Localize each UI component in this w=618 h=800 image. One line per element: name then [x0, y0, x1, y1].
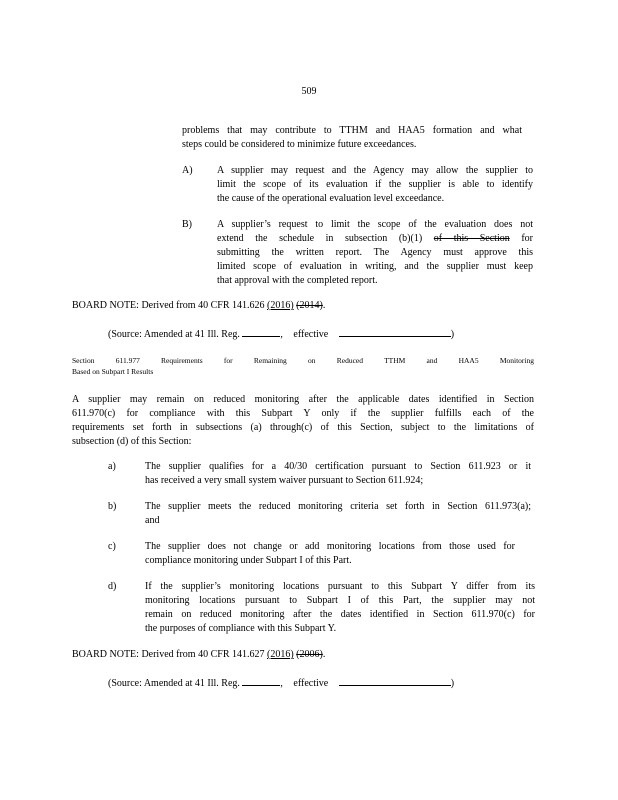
source-text: (Source: Amended at 41 Ill. Reg. [108, 678, 240, 689]
item-a-label: A) [182, 165, 193, 176]
list-item-a [145, 460, 531, 488]
intro-line: steps could be considered to minimize future exceedances. [182, 139, 417, 150]
list-item-line: the purposes of compliance with this Subpart Y. [145, 623, 337, 634]
intro-text [182, 124, 522, 152]
list-item-line: compliance monitoring under Subpart I of this Part. [145, 555, 352, 566]
source-close: ) [450, 678, 455, 689]
source-close: ) [450, 329, 455, 340]
list-item-c [145, 540, 515, 568]
register-blank [242, 326, 280, 337]
item-b-line: that approval with the completed report. [217, 275, 378, 286]
board-note-text: BOARD NOTE: Derived from 40 CFR 141.626 [72, 300, 265, 311]
deleted-text: (2006) [296, 649, 323, 660]
board-note-period: . [322, 300, 326, 311]
item-b-line2-end: for [521, 233, 534, 244]
list-item-line: has received a very small system waiver pursuant to Section 611.924; [145, 475, 424, 486]
list-item-a-label: a) [108, 461, 116, 472]
section-heading [72, 355, 534, 377]
list-item-line: The supplier qualifies for a 40/30 certification pursuant to Section 611.923 or it [145, 461, 531, 472]
body-line: subsection (d) of this Section: [72, 436, 192, 447]
list-item-b [145, 500, 531, 528]
item-b-line [217, 232, 533, 246]
source-comma: , [280, 329, 283, 340]
body-line: requirements set forth in subsections (a) through(c) of this Section, subject to the limitations of [72, 422, 534, 433]
effective-label: effective [293, 329, 329, 340]
item-b-line: submitting the written report. The Agency must approve this [217, 247, 533, 258]
item-b-line: A supplier’s request to limit the scope of the evaluation does not [217, 219, 533, 230]
register-blank [242, 675, 280, 686]
page-number: 509 [301, 86, 317, 97]
item-b-line: limited scope of evaluation in writing, and the supplier must keep [217, 261, 533, 272]
deleted-text: of this Section [433, 233, 510, 244]
item-b-line2-text: extend the schedule in subsection (b)(1) [217, 233, 423, 244]
body-paragraph [72, 393, 534, 449]
inserted-text: (2016) [267, 300, 294, 311]
list-item-d-label: d) [108, 581, 117, 592]
item-b-text [217, 218, 533, 288]
deleted-text: (2014) [296, 300, 323, 311]
body-line: 611.970(c) for compliance with this Subpart Y only if the supplier fulfills each of the [72, 408, 534, 419]
board-note-period: . [322, 649, 326, 660]
inserted-text: (2016) [267, 649, 294, 660]
source-line-2 [108, 675, 454, 691]
list-item-line: The supplier meets the reduced monitoring criteria set forth in Section 611.973(a); [145, 501, 531, 512]
board-note-2 [72, 648, 325, 662]
item-a-line: the cause of the operational evaluation level exceedance. [217, 193, 445, 204]
item-a-line: A supplier may request and the Agency may allow the supplier to [217, 165, 533, 176]
list-item-b-label: b) [108, 501, 117, 512]
source-comma: , [280, 678, 283, 689]
source-text: (Source: Amended at 41 Ill. Reg. [108, 329, 240, 340]
list-item-line: and [145, 515, 160, 526]
body-line: A supplier may remain on reduced monitoring after the applicable dates identified in Section [72, 394, 534, 405]
section-heading-line: Based on Subpart I Results [72, 367, 154, 376]
list-item-line: remain on reduced monitoring after the dates identified in Section 611.970(c) for [145, 609, 535, 620]
item-b-label: B) [182, 219, 192, 230]
list-item-line: If the supplier’s monitoring locations pursuant to this Subpart Y differ from its [145, 581, 535, 592]
source-line-1 [108, 326, 454, 342]
board-note-text: BOARD NOTE: Derived from 40 CFR 141.627 [72, 649, 265, 660]
list-item-c-label: c) [108, 541, 116, 552]
effective-blank [339, 326, 451, 337]
board-note-1 [72, 299, 325, 313]
intro-line: problems that may contribute to TTHM and HAA5 formation and what [182, 125, 522, 136]
section-heading-line: Section 611.977 Requirements for Remaining on Reduced TTHM and HAA5 Monitoring [72, 356, 534, 365]
list-item-line: monitoring locations pursuant to Subpart I of this Part, the supplier may not [145, 595, 535, 606]
list-item-d [145, 580, 535, 636]
effective-blank [339, 675, 451, 686]
effective-label: effective [293, 678, 329, 689]
list-item-line: The supplier does not change or add monitoring locations from those used for [145, 541, 515, 552]
item-a-text [217, 164, 533, 206]
item-a-line: limit the scope of its evaluation if the supplier is able to identify [217, 179, 533, 190]
